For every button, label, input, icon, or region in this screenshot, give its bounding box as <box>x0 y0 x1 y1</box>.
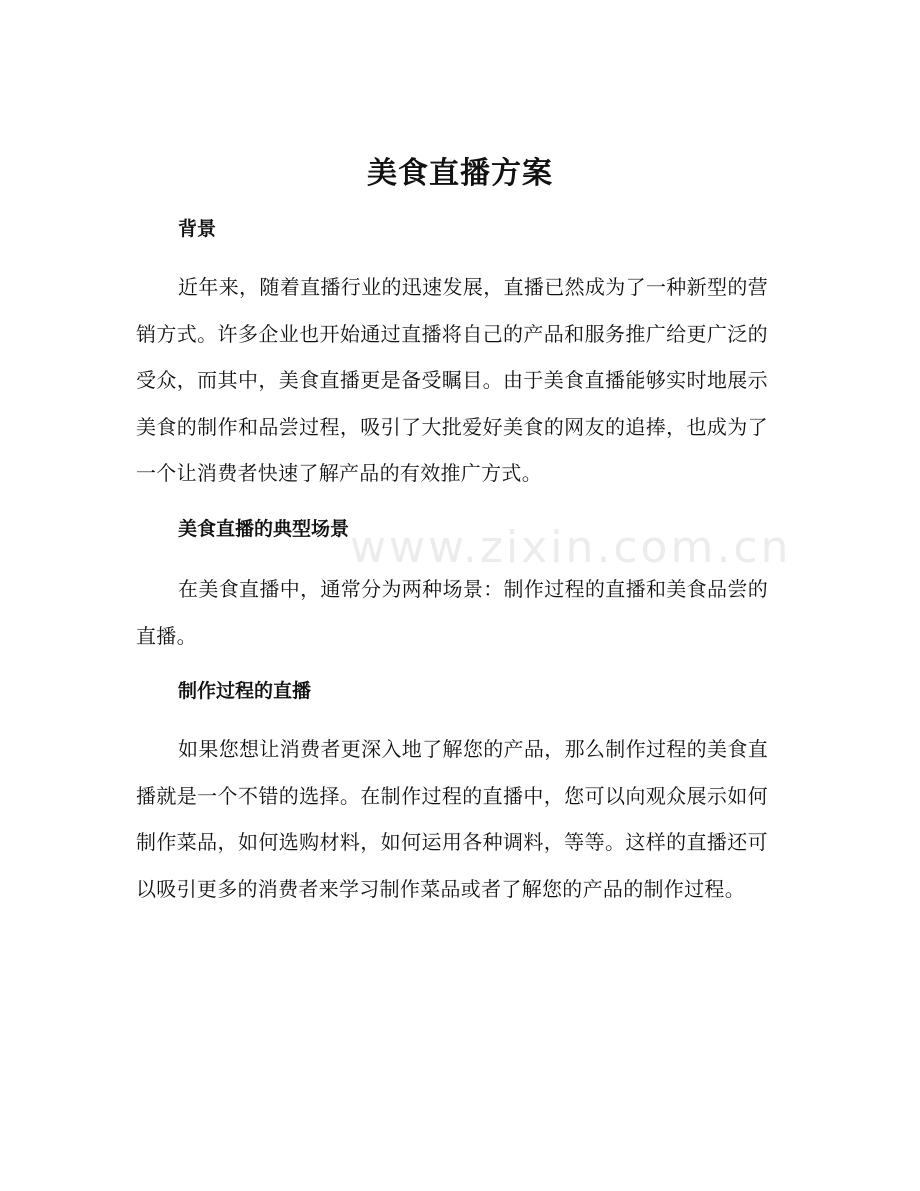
section-paragraph-typical-scenes: 在美食直播中，通常分为两种场景：制作过程的直播和美食品尝的直播。 <box>136 577 768 648</box>
section-paragraph-background: 近年来，随着直播行业的迅速发展，直播已然成为了一种新型的营销方式。许多企业也开始通过直播将自己的产品和服务推广给更广泛的受众，而其中，美食直播更是备受瞩目。由于美食直播能够实时地展示美食的制作和品尝过程，吸引了大批爱好美食的网友的追捧，也成为了一个让消费者快速了解产品的有效推广方式。 <box>136 275 768 485</box>
section-heading-typical-scenes: 美食直播的典型场景 <box>178 518 350 540</box>
document-title: 美食直播方案 <box>367 156 553 191</box>
section-heading-production-live: 制作过程的直播 <box>178 680 312 702</box>
watermark: www.zixin.com.cn <box>350 522 792 573</box>
section-heading-background: 背景 <box>178 218 217 240</box>
section-paragraph-production-live: 如果您想让消费者更深入地了解您的产品，那么制作过程的美食直播就是一个不错的选择。在制作过程的直播中，您可以向观众展示如何制作菜品，如何选购材料，如何运用各种调料，等等。这样的直播还可以吸引更多的消费者来学习制作菜品或者了解您的产品的制作过程。 <box>136 737 768 901</box>
